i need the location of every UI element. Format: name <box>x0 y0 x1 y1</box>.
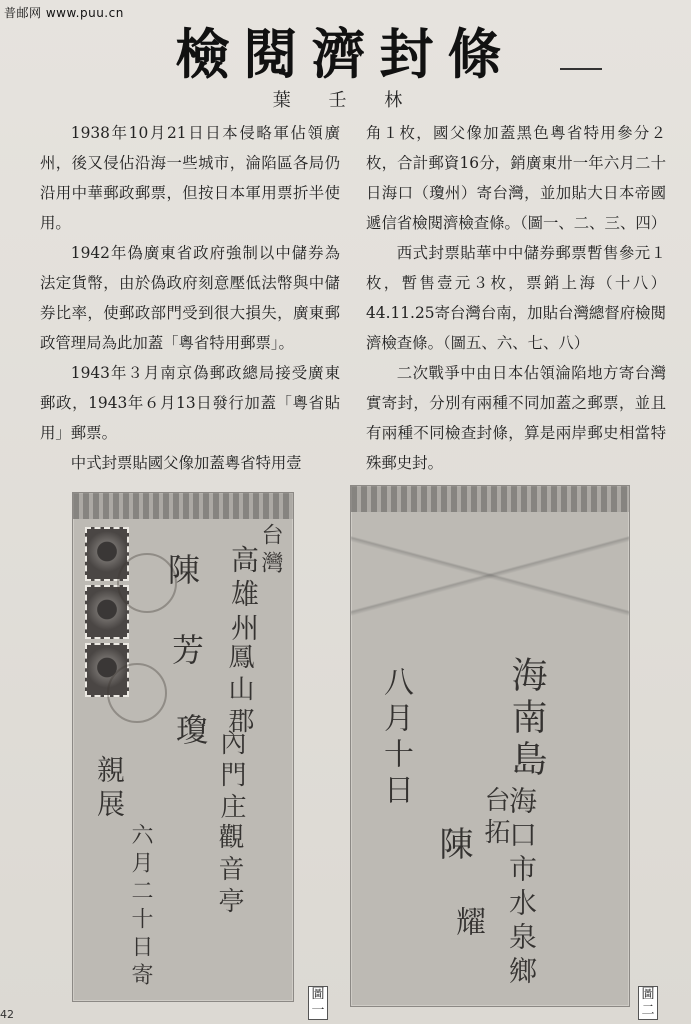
figure-caption: 圖二 <box>638 986 658 1020</box>
paragraph-1: 1938年10月21日日本侵略軍佔領廣州，後又侵佔沿海一些城市，淪陷區各局仍沿用中華郵政郵票，但按日本軍用票折半使用。 <box>40 124 340 232</box>
handwritten-recipient: 陳 <box>163 553 201 591</box>
handwritten-recipient: 陳 <box>433 826 473 866</box>
article-title: 檢閱濟封條 <box>175 22 516 86</box>
site-watermark: 普邮网 www.puu.cn <box>4 6 124 20</box>
handwritten-address: 觀音亭 <box>214 823 244 919</box>
handwritten-address: 海南島 <box>506 656 547 782</box>
article-author: 葉 壬 林 <box>272 90 419 111</box>
envelope-flap <box>351 512 629 642</box>
paragraph-4-continued: 角１枚，國父像加蓋黑色粵省特用參分２枚，合計郵資16分，銷廣東卅一年六月二十日海口（瓊州）寄台灣，並加貼大日本帝國遞信省檢閱濟檢查條。（圖一、二、三、四） <box>366 124 667 232</box>
figure-caption: 圖一 <box>308 986 328 1020</box>
left-column <box>40 118 340 478</box>
page-number: 42 <box>0 1008 14 1021</box>
postmark-image <box>107 663 167 723</box>
right-column <box>366 118 666 478</box>
handwritten-note: 親展 <box>93 755 126 823</box>
paragraph-6: 二次戰爭中由日本佔領淪陷地方寄台灣實寄封，分別有兩種不同加蓋之郵票，並且有兩種不同檢查封條，算是兩岸郵史相當特殊郵史封。 <box>366 364 666 472</box>
paragraph-2: 1942年偽廣東省政府強制以中儲券為法定貨幣，由於偽政府刻意壓低法幣與中儲券比率，使郵政部門受到很大損失，廣東郵政管理局為此加蓋「粵省特用郵票」。 <box>40 244 340 352</box>
envelope-photo-chinese <box>72 492 294 1002</box>
handwritten-address: 鳳山郡 <box>224 643 254 739</box>
title-rule <box>560 68 602 70</box>
handwritten-recipient: 耀 <box>450 906 485 942</box>
handwritten-date: 六月二十日寄 <box>128 823 153 991</box>
paragraph-4: 中式封票貼國父像加蓋粵省特用壹 <box>70 454 302 472</box>
envelope-printed-band <box>73 493 293 519</box>
handwritten-address: 台灣 <box>258 523 283 579</box>
handwritten-address: 台拓 <box>480 786 510 850</box>
handwritten-address: 高雄州 <box>227 545 260 647</box>
envelope-photo-western <box>350 485 630 1007</box>
handwritten-date: 八月十日 <box>378 666 413 810</box>
handwritten-recipient: 芳 <box>167 633 205 671</box>
handwritten-recipient: 瓊 <box>171 713 209 751</box>
envelope-printed-band <box>351 486 629 512</box>
paragraph-3: 1943年３月南京偽郵政總局接受廣東郵政，1943年６月13日發行加蓋「粵省貼用」郵票。 <box>40 364 340 442</box>
handwritten-address: 內門庄 <box>216 729 246 825</box>
paragraph-5: 西式封票貼華中中儲券郵票暫售參元１枚，暫售壹元３枚，票銷上海（十八）44.11.25寄台灣台南，加貼台灣總督府檢閱濟檢查條。（圖五、六、七、八） <box>366 244 666 352</box>
handwritten-address: 海口市水泉鄉 <box>505 786 538 990</box>
